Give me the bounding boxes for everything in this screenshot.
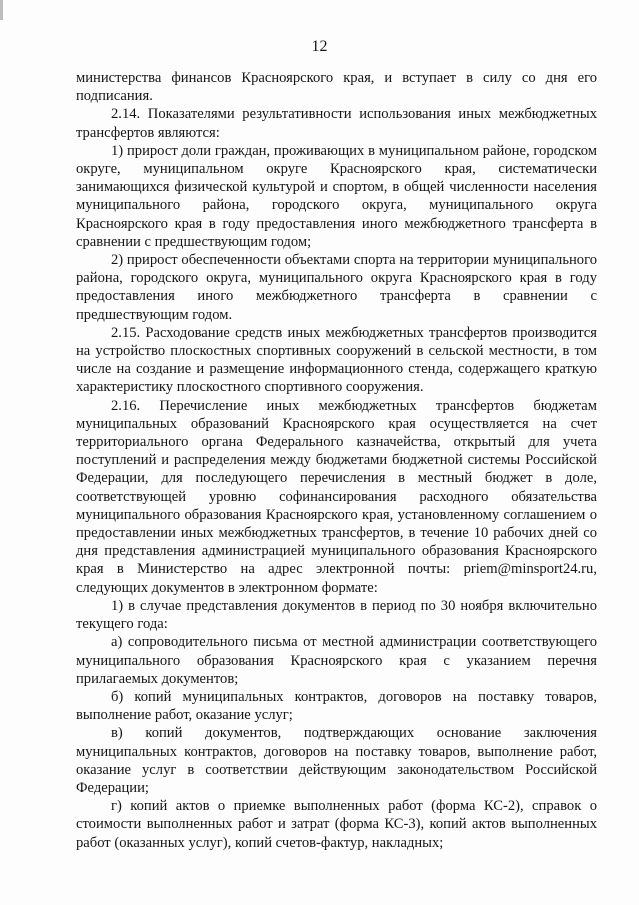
page-number: 12 — [311, 38, 328, 55]
paragraph-2-16: 2.16. Перечисление иных межбюджетных трансфертов бюджетам муниципальных образований Красноярского края осуществляется на счет территориального органа Федерального казначейства, открытый для учета поступлений и распределения между бюджетами бюджетной системы Российской Федерации, для последующего перечисления в местный бюджет в доле, соответствующей уровню софинансирования расходного обязательства муниципального образования Красноярского края, установленному соглашением о предоставлении иных межбюджетных трансфертов, в течение 10 рабочих дней со дня представления администрацией муниципального образования Красноярского края в Министерство на адрес электронной почты: priem@minsport24.ru, следующих документов в электронном формате: — [76, 397, 597, 596]
paragraph-2-15: 2.15. Расходование средств иных межбюджетных трансфертов производится на устройство плоскостных спортивных сооружений в сельской местности, в том числе на создание и размещение информационного стенда, содержащего краткую характеристику плоскостного спортивного сооружения. — [76, 324, 597, 396]
scan-edge-mark — [0, 0, 3, 20]
paragraph-2-16-item-1-a: а) сопроводительного письма от местной администрации соответствующего муниципального образования Красноярского края с указанием перечня прилагаемых документов; — [76, 634, 597, 687]
paragraph-2-14: 2.14. Показателями результативности использования иных межбюджетных трансфертов являются: — [76, 106, 597, 141]
document-body — [76, 69, 597, 852]
paragraph-2-16-item-1-g: г) копий актов о приемке выполненных работ (форма КС-2), справок о стоимости выполненных работ и затрат (форма КС-3), копий актов выполненных работ (оказанных услуг), копий счетов-фактур, накладных; — [76, 798, 597, 851]
paragraph-2-14-item-1: 1) прирост доли граждан, проживающих в муниципальном районе, городском округе, муниципальном округе Красноярского края, систематически занимающихся физической культурой и спортом, в общей численности населения муниципального района, городского округа, муниципального округа Красноярского края в году предоставления иного межбюджетного трансферта в сравнении с предшествующим годом; — [76, 142, 597, 250]
paragraph-2-16-item-1-v: в) копий документов, подтверждающих основание заключения муниципальных контрактов, договоров на поставку товаров, выполнение работ, оказание услуг в соответствии действующим законодательством Российской Федерации; — [76, 725, 597, 796]
paragraph-continuation: министерства финансов Красноярского края, и вступает в силу со дня его подписания. — [76, 70, 597, 105]
paragraph-2-14-item-2: 2) прирост обеспеченности объектами спорта на территории муниципального района, городского округа, муниципального округа Красноярского края в году предоставления иного межбюджетного трансферта в сравнении с предшествующим годом. — [76, 252, 597, 323]
paragraph-2-16-item-1-b: б) копий муниципальных контрактов, договоров на поставку товаров, выполнение работ, оказание услуг; — [76, 688, 597, 724]
paragraph-2-16-item-1: 1) в случае представления документов в период по 30 ноября включительно текущего года: — [76, 597, 597, 633]
